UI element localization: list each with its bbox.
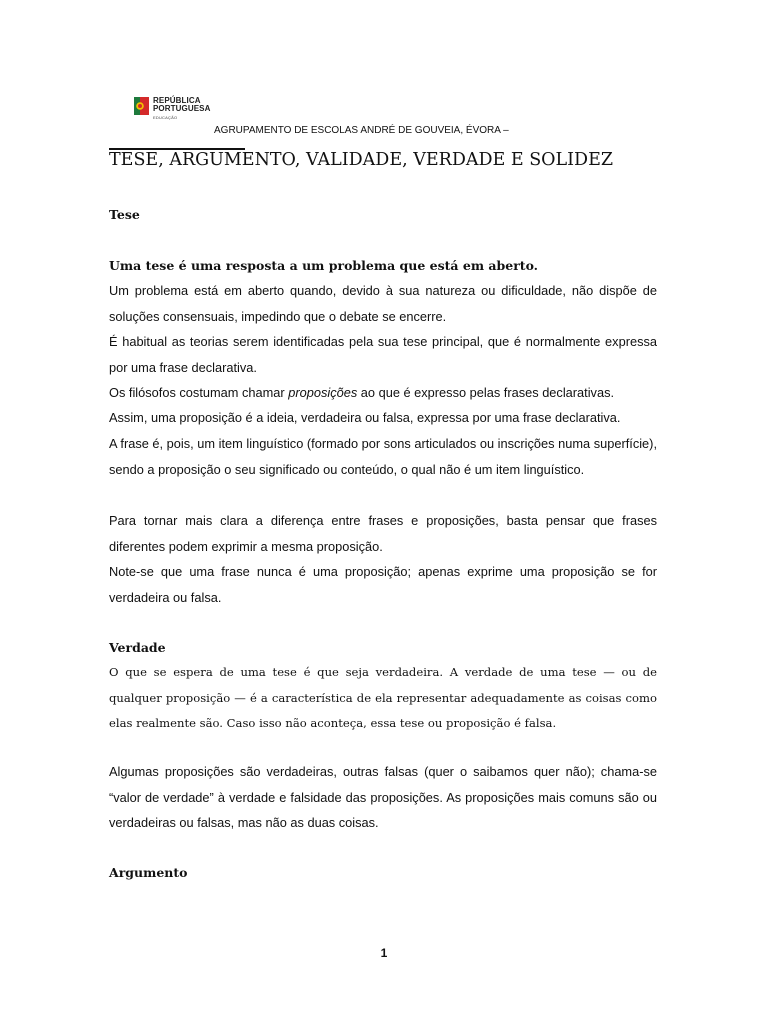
portugal-flag-icon <box>134 96 150 116</box>
logo-line-3: EDUCAÇÃO <box>153 115 178 120</box>
tese-paragraph-6: Para tornar mais clara a diferença entre frases e proposições, basta pensar que frases diferentes podem exprimir a mesma proposição. <box>109 513 657 554</box>
tese-lead: Uma tese é uma resposta a um problema que está em aberto. <box>109 258 539 273</box>
verdade-paragraph-2: Algumas proposições são verdadeiras, outras falsas (quer o saibamos quer não); chama-se “valor de verdade” à verdade e falsidade das proposições. As proposições mais comuns são ou verdadeiras ou falsas, mas não as duas coisas. <box>109 764 657 831</box>
republica-portuguesa-logo <box>134 96 254 124</box>
tese-p3-before: Os filósofos costumam chamar <box>109 385 289 400</box>
section-heading-argumento: Argumento <box>109 865 188 880</box>
tese-paragraph-1: Um problema está em aberto quando, devido à sua natureza ou dificuldade, não dispõe de soluções consensuais, impedindo que o debate se encerre. <box>109 283 657 324</box>
section-heading-verdade: Verdade <box>109 640 166 655</box>
tese-paragraph-4: Assim, uma proposição é a ideia, verdadeira ou falsa, expressa por uma frase declarativa. <box>109 410 621 425</box>
logo-line-1: REPÚBLICA <box>153 96 201 105</box>
tese-paragraph-5: A frase é, pois, um item linguístico (formado por sons articulados ou inscrições numa superfície), sendo a proposição o seu significado ou conteúdo, o qual não é um item linguístico. <box>109 436 657 477</box>
tese-paragraph-2: É habitual as teorias serem identificadas pela sua tese principal, que é normalmente expressa por uma frase declarativa. <box>109 334 657 375</box>
page-number: 1 <box>380 946 388 960</box>
tese-paragraph-7: Note-se que uma frase nunca é uma proposição; apenas exprime uma proposição se for verdadeira ou falsa. <box>109 564 657 605</box>
page-title: TESE, ARGUMENTO, VALIDADE, VERDADE E SOLIDEZ <box>109 150 614 170</box>
tese-p3-emphasis: proposições <box>288 385 358 400</box>
section-heading-tese: Tese <box>109 207 140 222</box>
tese-paragraph-3 <box>109 380 657 406</box>
school-name: AGRUPAMENTO DE ESCOLAS ANDRÉ DE GOUVEIA, ÉVORA – <box>214 125 509 136</box>
tese-p3-after: ao que é expresso pelas frases declarativas. <box>357 385 615 400</box>
logo-line-2: PORTUGUESA <box>153 104 211 113</box>
verdade-paragraph-1: O que se espera de uma tese é que seja verdadeira. A verdade de uma tese — ou de qualquer proposição — é a característica de ela representar adequadamente as coisas como elas realmente são. Caso isso não aconteça, essa tese ou proposição é falsa. <box>109 665 657 731</box>
